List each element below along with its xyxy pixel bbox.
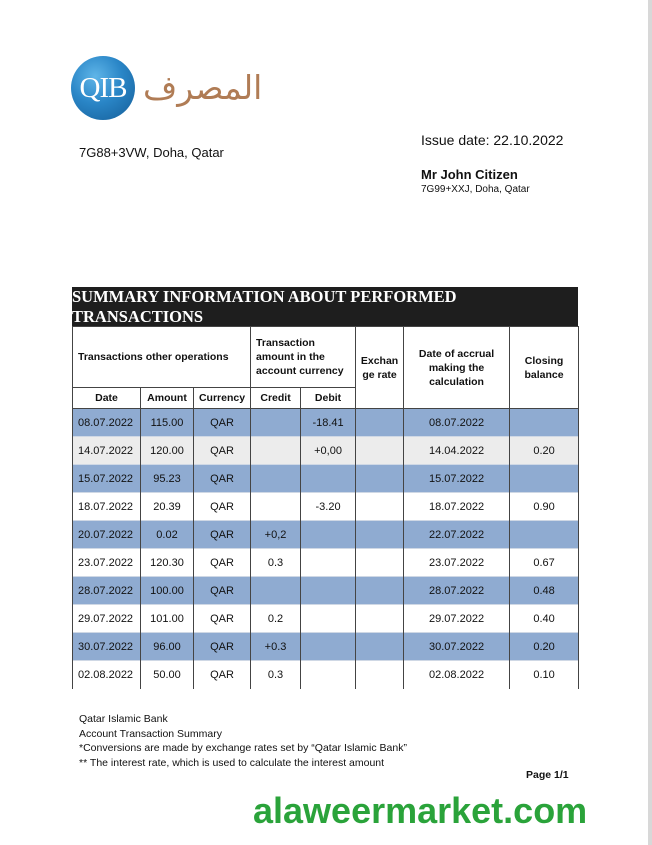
header-amount: Amount bbox=[141, 388, 194, 409]
cell-amount: 101.00 bbox=[141, 605, 194, 633]
transactions-body bbox=[73, 409, 579, 690]
footer-interest-note: ** The interest rate, which is used to calculate the interest amount bbox=[79, 756, 385, 769]
cell-currency: QAR bbox=[194, 521, 251, 549]
cell-accrual-date: 14.04.2022 bbox=[404, 437, 510, 465]
bank-address: 7G88+3VW, Doha, Qatar bbox=[79, 145, 224, 160]
cell-accrual-date: 30.07.2022 bbox=[404, 633, 510, 661]
cell-closing-balance bbox=[510, 409, 579, 437]
cell-amount: 120.30 bbox=[141, 549, 194, 577]
cell-credit bbox=[251, 577, 301, 605]
cell-debit bbox=[301, 577, 356, 605]
watermark: alaweermarket.com bbox=[253, 790, 588, 831]
cell-debit bbox=[301, 521, 356, 549]
cell-exchange-rate bbox=[356, 661, 404, 690]
cell-amount: 120.00 bbox=[141, 437, 194, 465]
header-accrual-date: Date of accrual making the calculation bbox=[404, 327, 510, 409]
table-row bbox=[73, 437, 579, 465]
cell-amount: 115.00 bbox=[141, 409, 194, 437]
cell-closing-balance: 0.48 bbox=[510, 577, 579, 605]
cell-accrual-date: 22.07.2022 bbox=[404, 521, 510, 549]
cell-credit: 0.3 bbox=[251, 549, 301, 577]
qib-logo-mark: QIB bbox=[71, 56, 135, 120]
cell-accrual-date: 28.07.2022 bbox=[404, 577, 510, 605]
issue-date: Issue date: 22.10.2022 bbox=[421, 132, 564, 148]
cell-credit: +0,2 bbox=[251, 521, 301, 549]
cell-currency: QAR bbox=[194, 661, 251, 690]
cell-date: 18.07.2022 bbox=[73, 493, 141, 521]
header-closing-balance: Closing balance bbox=[510, 327, 579, 409]
cell-date: 28.07.2022 bbox=[73, 577, 141, 605]
header-transaction-amount: Transaction amount in the account currency bbox=[251, 327, 356, 388]
cell-amount: 0.02 bbox=[141, 521, 194, 549]
cell-closing-balance: 0.67 bbox=[510, 549, 579, 577]
footer-conversion-note: *Conversions are made by exchange rates set by “Qatar Islamic Bank” bbox=[79, 742, 407, 754]
cell-date: 23.07.2022 bbox=[73, 549, 141, 577]
cell-date: 29.07.2022 bbox=[73, 605, 141, 633]
cell-closing-balance: 0.40 bbox=[510, 605, 579, 633]
cell-currency: QAR bbox=[194, 465, 251, 493]
cell-date: 08.07.2022 bbox=[73, 409, 141, 437]
cell-credit bbox=[251, 437, 301, 465]
cell-amount: 20.39 bbox=[141, 493, 194, 521]
cell-debit bbox=[301, 465, 356, 493]
table-row bbox=[73, 409, 579, 437]
cell-accrual-date: 29.07.2022 bbox=[404, 605, 510, 633]
cell-debit: -3.20 bbox=[301, 493, 356, 521]
cell-exchange-rate bbox=[356, 633, 404, 661]
cell-date: 02.08.2022 bbox=[73, 661, 141, 690]
cell-debit bbox=[301, 661, 356, 690]
cell-closing-balance: 0.20 bbox=[510, 633, 579, 661]
cell-currency: QAR bbox=[194, 605, 251, 633]
cell-closing-balance: 0.10 bbox=[510, 661, 579, 690]
cell-exchange-rate bbox=[356, 549, 404, 577]
cell-credit: 0.3 bbox=[251, 661, 301, 690]
cell-date: 15.07.2022 bbox=[73, 465, 141, 493]
cell-amount: 96.00 bbox=[141, 633, 194, 661]
page-edge bbox=[648, 0, 652, 845]
customer-name: Mr John Citizen bbox=[421, 167, 518, 182]
table-row bbox=[73, 521, 579, 549]
cell-credit bbox=[251, 409, 301, 437]
header-date: Date bbox=[73, 388, 141, 409]
page-number: Page 1/1 bbox=[526, 769, 569, 781]
cell-closing-balance: 0.90 bbox=[510, 493, 579, 521]
cell-credit: 0.2 bbox=[251, 605, 301, 633]
table-row bbox=[73, 493, 579, 521]
header-debit: Debit bbox=[301, 388, 356, 409]
cell-date: 30.07.2022 bbox=[73, 633, 141, 661]
customer-address: 7G99+XXJ, Doha, Qatar bbox=[421, 184, 530, 195]
cell-currency: QAR bbox=[194, 633, 251, 661]
cell-currency: QAR bbox=[194, 577, 251, 605]
transactions-table bbox=[72, 326, 579, 689]
qib-logo-arabic-text: المصرف bbox=[143, 68, 263, 107]
table-row bbox=[73, 605, 579, 633]
table-row bbox=[73, 465, 579, 493]
cell-date: 20.07.2022 bbox=[73, 521, 141, 549]
cell-credit: +0.3 bbox=[251, 633, 301, 661]
qib-logo bbox=[71, 56, 271, 122]
cell-debit bbox=[301, 549, 356, 577]
cell-currency: QAR bbox=[194, 549, 251, 577]
table-row bbox=[73, 661, 579, 690]
cell-exchange-rate bbox=[356, 577, 404, 605]
cell-closing-balance bbox=[510, 465, 579, 493]
cell-date: 14.07.2022 bbox=[73, 437, 141, 465]
cell-exchange-rate bbox=[356, 465, 404, 493]
cell-accrual-date: 15.07.2022 bbox=[404, 465, 510, 493]
cell-currency: QAR bbox=[194, 409, 251, 437]
cell-debit bbox=[301, 633, 356, 661]
table-title: SUMMARY INFORMATION ABOUT PERFORMED TRANSACTIONS bbox=[72, 287, 578, 326]
footer-notes bbox=[79, 712, 407, 770]
cell-amount: 50.00 bbox=[141, 661, 194, 690]
cell-accrual-date: 02.08.2022 bbox=[404, 661, 510, 690]
cell-accrual-date: 08.07.2022 bbox=[404, 409, 510, 437]
table-row bbox=[73, 633, 579, 661]
cell-exchange-rate bbox=[356, 605, 404, 633]
cell-exchange-rate bbox=[356, 437, 404, 465]
cell-exchange-rate bbox=[356, 493, 404, 521]
cell-amount: 100.00 bbox=[141, 577, 194, 605]
table-row bbox=[73, 577, 579, 605]
cell-exchange-rate bbox=[356, 409, 404, 437]
footer-summary-label: Account Transaction Summary bbox=[79, 727, 222, 740]
header-other-operations: Transactions other operations bbox=[73, 327, 251, 388]
header-exchange-rate: Exchan ge rate bbox=[356, 327, 404, 409]
cell-amount: 95.23 bbox=[141, 465, 194, 493]
cell-closing-balance bbox=[510, 521, 579, 549]
cell-closing-balance: 0.20 bbox=[510, 437, 579, 465]
footer-bank-name: Qatar Islamic Bank bbox=[79, 713, 168, 725]
cell-accrual-date: 23.07.2022 bbox=[404, 549, 510, 577]
cell-credit bbox=[251, 493, 301, 521]
cell-accrual-date: 18.07.2022 bbox=[404, 493, 510, 521]
cell-credit bbox=[251, 465, 301, 493]
cell-currency: QAR bbox=[194, 437, 251, 465]
cell-exchange-rate bbox=[356, 521, 404, 549]
cell-debit: +0,00 bbox=[301, 437, 356, 465]
header-credit: Credit bbox=[251, 388, 301, 409]
table-row bbox=[73, 549, 579, 577]
cell-currency: QAR bbox=[194, 493, 251, 521]
header-currency: Currency bbox=[194, 388, 251, 409]
cell-debit: -18.41 bbox=[301, 409, 356, 437]
cell-debit bbox=[301, 605, 356, 633]
